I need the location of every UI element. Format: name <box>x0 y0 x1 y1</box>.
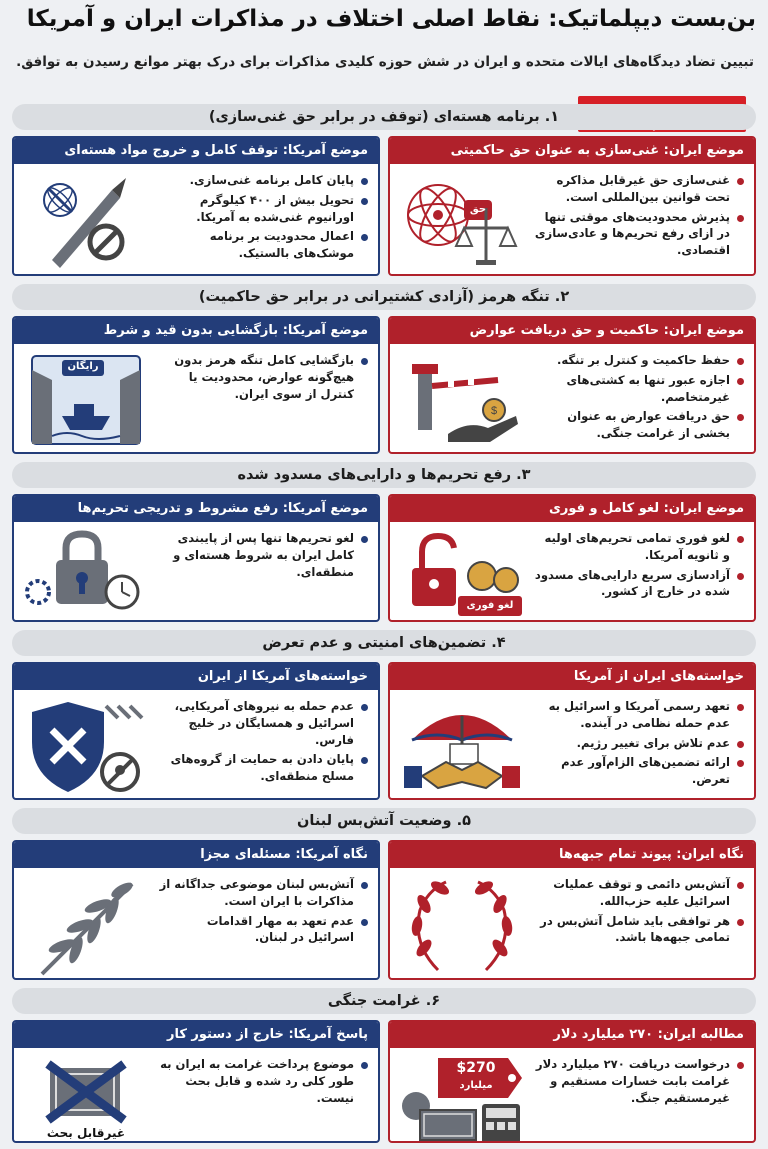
list-item: لغو تحریم‌ها تنها پس از پایبندی کامل ایران به شروط هسته‌ای و منطقه‌ای. <box>158 530 368 580</box>
section-reparations <box>12 988 756 1143</box>
iran-bullets <box>534 1056 744 1109</box>
list-item: آزادسازی سریع دارایی‌های مسدود شده در خارج از کشور. <box>534 567 744 601</box>
section-sanctions <box>12 462 756 622</box>
page-subtitle: تبیین تضاد دیدگاه‌های ایالات متحده و ایران در شش حوزه کلیدی مذاکرات برای درک بهتر موانع رسیدن به توافق. <box>16 54 754 70</box>
usa-bullets <box>158 1056 368 1109</box>
iran-panel-title: موضع ایران: غنی‌سازی به عنوان حق حاکمیتی <box>390 138 754 164</box>
icon-label: غیرقابل بحث <box>46 1126 126 1140</box>
list-item: آتش‌بس لبنان موضوعی جداگانه از مذاکرات با ایران است. <box>158 876 368 910</box>
iran-bullets <box>534 172 744 262</box>
iran-panel <box>388 316 756 454</box>
list-item: درخواست دریافت ۲۷۰ میلیارد دلار غرامت بابت خسارات مستقیم و غیرمستقیم جنگ. <box>534 1056 744 1106</box>
iran-panel <box>388 662 756 800</box>
icon-label-sub: میلیارد <box>459 1080 493 1091</box>
icon-label: لغو فوری <box>466 600 514 611</box>
usa-panel <box>12 316 380 454</box>
list-item: اعمال محدودیت بر برنامه موشک‌های بالستیک. <box>158 228 368 262</box>
iran-panel <box>388 1020 756 1143</box>
icon-label: حق <box>469 204 487 215</box>
list-item: عدم حمله به نیروهای آمریکایی، اسرائیل و همسایگان در خلیج فارس. <box>158 698 368 748</box>
page-title: بن‌بست دیپلماتیک: نقاط اصلی اختلاف در مذاکرات ایران و آمریکا <box>26 6 756 32</box>
usa-panel <box>12 494 380 622</box>
list-item: بازگشایی کامل تنگه هرمز بدون هیچ‌گونه عوارض، محدودیت یا کنترل از سوی ایران. <box>158 352 368 402</box>
usa-bullets <box>158 698 368 788</box>
iran-panel <box>388 136 756 276</box>
usa-bullets <box>158 530 368 583</box>
iran-bullets <box>534 352 744 445</box>
iran-panel-title: نگاه ایران: پیوند تمام جبهه‌ها <box>390 842 754 868</box>
list-item: تحویل بیش از ۴۰۰ کیلوگرم اورانیوم غنی‌شده به آمریکا. <box>158 192 368 226</box>
section-heading: ۶. غرامت جنگی <box>12 988 756 1014</box>
list-item: ارائه تضمین‌های الزام‌آور عدم تعرض. <box>534 754 744 788</box>
list-item: آتش‌بس دائمی و توقف عملیات اسرائیل علیه حزب‌الله. <box>534 876 744 910</box>
list-item: پذیرش محدودیت‌های موقتی تنها در ازای رفع تحریم‌ها و عادی‌سازی اقتصادی. <box>534 209 744 259</box>
usa-panel <box>12 662 380 800</box>
list-item: لغو فوری تمامی تحریم‌های اولیه و ثانویه آمریکا. <box>534 530 744 564</box>
free-ship-icon <box>22 350 150 450</box>
olive-branch-icon <box>22 874 150 980</box>
laurel-wreath-icon <box>398 874 526 980</box>
list-item: غنی‌سازی حق غیرقابل مذاکره تحت قوانین بین‌المللی است. <box>534 172 744 206</box>
icon-label: رایگان <box>67 361 99 372</box>
iran-panel <box>388 840 756 980</box>
iran-bullets <box>534 876 744 949</box>
section-hormuz <box>12 284 756 454</box>
list-item: اجازه عبور تنها به کشتی‌های غیرمتخاصم. <box>534 372 744 406</box>
list-item: عدم تلاش برای تغییر رژیم. <box>534 735 744 752</box>
lock-gears-clock-icon <box>22 528 150 622</box>
icon-label: $270 <box>456 1060 496 1076</box>
usa-panel-title: موضع آمریکا: رفع مشروط و تدریجی تحریم‌ها <box>14 496 378 522</box>
iran-panel-title: موضع ایران: حاکمیت و حق دریافت عوارض <box>390 318 754 344</box>
section-heading: ۱. برنامه هسته‌ای (توقف در برابر حق غنی‌سازی) <box>12 104 756 130</box>
usa-panel-title: نگاه آمریکا: مسئله‌ای مجزا <box>14 842 378 868</box>
section-nuclear <box>12 104 756 276</box>
umbrella-handshake-icon <box>398 696 526 800</box>
iran-bullets <box>534 530 744 603</box>
missile-prohibited-icon <box>22 170 150 270</box>
toll-gate-icon <box>398 350 526 450</box>
list-item: پایان کامل برنامه غنی‌سازی. <box>158 172 368 189</box>
section-heading: ۳. رفع تحریم‌ها و دارایی‌های مسدود شده <box>12 462 756 488</box>
list-item: حق دریافت عوارض به عنوان بخشی از غرامت جنگی. <box>534 408 744 442</box>
shield-prohibited-icon <box>22 696 150 800</box>
usa-panel-title: موضع آمریکا: بازگشایی بدون قید و شرط <box>14 318 378 344</box>
section-lebanon <box>12 808 756 980</box>
list-item: تعهد رسمی آمریکا و اسرائیل به عدم حمله نظامی در آینده. <box>534 698 744 732</box>
iran-panel-title: خواسته‌های ایران از آمریکا <box>390 664 754 690</box>
usa-panel <box>12 840 380 980</box>
iran-panel-title: موضع ایران: لغو کامل و فوری <box>390 496 754 522</box>
list-item: پایان دادن به حمایت از گروه‌های مسلح منطقه‌ای. <box>158 751 368 785</box>
usa-bullets <box>158 876 368 949</box>
svg-text:$: $ <box>490 405 498 417</box>
section-security <box>12 630 756 800</box>
list-item: عدم تعهد به مهار اقدامات اسرائیل در لبنان. <box>158 913 368 947</box>
crossed-cash-icon <box>22 1054 150 1143</box>
usa-panel-title: موضع آمریکا: توقف کامل و خروج مواد هسته‌ای <box>14 138 378 164</box>
atom-scales-icon <box>398 170 526 270</box>
usa-bullets <box>158 172 368 265</box>
usa-panel <box>12 136 380 276</box>
money-tag-calculator-icon <box>398 1054 526 1143</box>
usa-panel-title: خواسته‌های آمریکا از ایران <box>14 664 378 690</box>
usa-bullets <box>158 352 368 405</box>
section-heading: ۵. وضعیت آتش‌بس لبنان <box>12 808 756 834</box>
section-heading: ۲. تنگه هرمز (آزادی کشتیرانی در برابر حق حاکمیت) <box>12 284 756 310</box>
list-item: حفظ حاکمیت و کنترل بر تنگه. <box>534 352 744 369</box>
section-heading: ۴. تضمین‌های امنیتی و عدم تعرض <box>12 630 756 656</box>
iran-panel <box>388 494 756 622</box>
list-item: موضوع پرداخت غرامت به ایران به طور کلی رد شده و قابل بحث نیست. <box>158 1056 368 1106</box>
iran-bullets <box>534 698 744 791</box>
open-lock-money-icon <box>398 528 526 622</box>
usa-panel-title: پاسخ آمریکا: خارج از دستور کار <box>14 1022 378 1048</box>
list-item: هر توافقی باید شامل آتش‌بس در تمامی جبهه‌ها باشد. <box>534 913 744 947</box>
usa-panel <box>12 1020 380 1143</box>
iran-panel-title: مطالبه ایران: ۲۷۰ میلیارد دلار <box>390 1022 754 1048</box>
